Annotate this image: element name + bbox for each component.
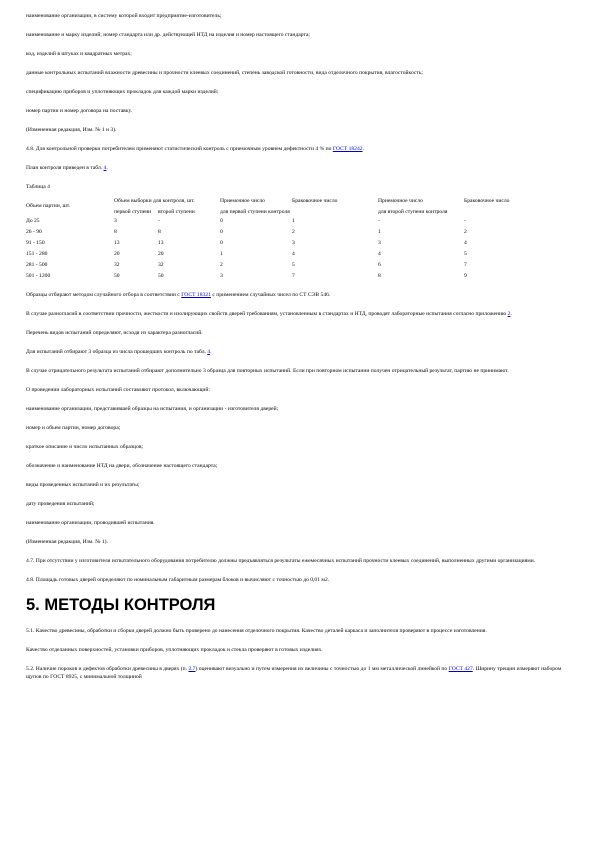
table-row xyxy=(26,250,572,261)
table-cell: 9 xyxy=(464,273,467,279)
paragraph-5-1: 5.1. Качество древесины, обработки и сборки дверей должно быть проверено до нанесения отделочного покрытия. Качество деталей каркаса и заполнителя проверяют в процессе изготовления. xyxy=(26,628,487,634)
table-cell: - xyxy=(378,218,380,224)
text-span: Для испытаний отбирают 3 образца из числа прошедших контроль по табл. xyxy=(26,349,208,355)
gost-18242-link[interactable]: ГОСТ 18242 xyxy=(332,146,363,152)
table-cell: 32 xyxy=(158,262,164,268)
list-item: краткое описание и число испытанных образцов; xyxy=(26,444,144,450)
table-cell: 151 - 280 xyxy=(26,251,48,257)
text-span: Образцы отбирают методом случайного отбора в соответствии с xyxy=(26,292,182,298)
list-item: наименование организации, представившей образцы на испытания, и организации - изготовителя дверей; xyxy=(26,406,279,412)
table-cell: 501 - 1200 xyxy=(26,273,51,279)
list-item: данные контрольных испытаний влажности древесины и прочности клеевых соединений, степень заводской готовности, вида отделочного покрытия, влагостойкость; xyxy=(26,70,423,76)
text-span: ) оценивают визуально и путем измерения их величины с точностью до 1 мм металлической линейкой по xyxy=(195,666,449,672)
table-4-link[interactable]: 4 xyxy=(207,349,211,355)
list-item: дату проведения испытаний; xyxy=(26,501,95,507)
paragraph-4-7: 4.7. При отсутствии у изготовителя испытательного оборудования потребителю должны предъявляться результаты ежемесячных испытаний прочности клеевых соединений, выполненных другими организациями. xyxy=(26,558,536,564)
table-cell: 3 xyxy=(114,218,117,224)
table-cell: 1 xyxy=(220,251,223,257)
header-accept-2: Приемочное число xyxy=(378,197,423,204)
header-reject-1: Браковочное число xyxy=(292,197,338,204)
table-cell: 2 xyxy=(464,229,467,235)
table-cell: 4 xyxy=(464,240,467,246)
table-cell: 0 xyxy=(220,218,223,224)
table-cell: 4 xyxy=(378,251,381,257)
header-span-second: для второй ступени контроля xyxy=(378,208,448,215)
amendment-note: (Измененная редакция, Изм. № 1 и 3). xyxy=(26,127,117,133)
table-cell: - xyxy=(158,218,160,224)
table-cell: 1 xyxy=(292,218,295,224)
table-cell: 32 xyxy=(114,262,120,268)
section-heading: 5. МЕТОДЫ КОНТРОЛЯ xyxy=(26,596,216,614)
table-cell: 3 xyxy=(378,240,381,246)
paragraph: Перечень видов испытаний определяют, исходя из характера разногласий. xyxy=(26,330,203,336)
list-item: обозначение и наименование НТД на двери, обозначение настоящего стандарта; xyxy=(26,463,218,469)
table-cell: 8 xyxy=(158,229,161,235)
amendment-note: (Измененная редакция, Изм. № 1). xyxy=(26,539,108,545)
paragraph: В случае отрицательного результата испытаний отбирают дополнительно 3 образца для повторных испытаний. Если при повторном испытании получен отрицательный результат, партию не принимают. xyxy=(26,368,509,374)
table-cell: - xyxy=(464,218,466,224)
table-cell: 4 xyxy=(292,251,295,257)
table-row xyxy=(26,261,572,272)
paragraph: Качество отделанных поверхностей, установки приборов, уплотняющих прокладок и стекла проверяют в готовых изделиях. xyxy=(26,647,323,653)
text-span: . xyxy=(362,146,364,152)
text-span: План контроля приведен в табл. xyxy=(26,165,104,171)
text-span: 4.8. Для контрольной проверки потребителем применяют статистический контроль с приемочным уровнем дефектности 4 % по xyxy=(26,146,333,152)
table-cell: 6 xyxy=(378,262,381,268)
paragraph: О проведении лабораторных испытаний составляют протокол, включающий: xyxy=(26,387,210,393)
appendix-2-link[interactable]: 2 xyxy=(507,311,511,317)
table-cell: 1 xyxy=(378,229,381,235)
list-item: наименование и марку изделий, номер стандарта или др. действующей НТД на изделия и номер настоящего стандарта; xyxy=(26,32,310,38)
list-item: виды проведенных испытаний и их результаты; xyxy=(26,482,140,488)
sampling-table xyxy=(26,195,572,283)
table-cell: 5 xyxy=(464,251,467,257)
header-reject-2: Браковочное число xyxy=(464,197,510,204)
gost-427-link[interactable]: ГОСТ 427 xyxy=(448,666,473,672)
table-cell: 8 xyxy=(114,229,117,235)
paragraph-5-2 xyxy=(26,665,572,681)
table-title: Таблица 4 xyxy=(26,184,50,190)
list-item: номер и объем партии, номер договора; xyxy=(26,425,121,431)
text-span: . Ширину трещин измеряют набором щупов по ГОСТ 8925, с минимальной толщиной xyxy=(26,666,562,680)
plan-paragraph xyxy=(26,164,572,172)
text-span: с применением случайных чисел по СТ СЭВ 546. xyxy=(210,292,331,298)
table-cell: 7 xyxy=(464,262,467,268)
table-cell: 50 xyxy=(114,273,120,279)
table-cell: 3 xyxy=(292,240,295,246)
table-cell: 26 - 90 xyxy=(26,229,42,235)
list-item: номер партии и номер договора на поставку. xyxy=(26,108,133,114)
table-cell: 20 xyxy=(158,251,164,257)
table-cell: 8 xyxy=(378,273,381,279)
list-item: код, изделий в штуках и квадратных метрах; xyxy=(26,51,132,57)
header-accept-1: Приемочное число xyxy=(220,197,265,204)
paragraph-4-8 xyxy=(26,145,572,153)
table-row xyxy=(26,217,572,228)
table-cell: 3 xyxy=(220,273,223,279)
table-cell: 50 xyxy=(158,273,164,279)
table-cell: 0 xyxy=(220,240,223,246)
table-row xyxy=(26,228,572,239)
table-body xyxy=(26,217,572,283)
text-span: В случае разногласий в соответствии прочности, жесткости и изолирующих свойств дверей требованиям, установленным в стандартах и НТД, проводят лабораторные испытания согласно приложению xyxy=(26,311,508,317)
header-lot: Объем партии, шт. xyxy=(26,203,71,209)
table-cell: 7 xyxy=(292,273,295,279)
table-4-link[interactable]: 4 xyxy=(103,165,107,171)
discrepancy-paragraph xyxy=(26,310,572,318)
text-span: 5.2. Наличие пороков и дефектов обработки древесины в дверях (п. xyxy=(26,666,189,672)
clause-2-7-link[interactable]: 2.7 xyxy=(188,666,196,672)
table-cell: 13 xyxy=(114,240,120,246)
table-cell: До 25 xyxy=(26,218,40,224)
list-item: наименование организации, в систему которой входит предприятие-изготовитель; xyxy=(26,13,222,19)
table-row xyxy=(26,272,572,283)
samples-paragraph xyxy=(26,291,572,299)
table-cell: 91 - 150 xyxy=(26,240,45,246)
table-cell: 5 xyxy=(292,262,295,268)
header-first-stage: первой ступени xyxy=(114,208,152,215)
header-span-first: для первой ступени контроля xyxy=(220,208,290,215)
gost-18321-link[interactable]: ГОСТ 18321 xyxy=(181,292,211,298)
text-span: . xyxy=(210,349,212,355)
table-row xyxy=(26,239,572,250)
table-cell: 0 xyxy=(220,229,223,235)
table-cell: 2 xyxy=(292,229,295,235)
paragraph-4-8-area: 4.8. Площадь готовых дверей определяют по номинальным габаритным размерам блоков и вычисляют с точностью до 0,01 м2. xyxy=(26,577,330,583)
list-item: наименование организации, проводившей испытания. xyxy=(26,520,155,526)
table-cell: 13 xyxy=(158,240,164,246)
header-second-stage: второй ступени xyxy=(158,208,195,215)
table-cell: 2 xyxy=(220,262,223,268)
list-item: спецификацию приборов и уплотняющих прокладок для каждой марки изделий; xyxy=(26,89,219,95)
document-page xyxy=(26,12,572,685)
test-selection-paragraph xyxy=(26,348,572,356)
text-span: . xyxy=(510,311,512,317)
table-cell: 20 xyxy=(114,251,120,257)
table-cell: 281 - 500 xyxy=(26,262,48,268)
text-span: . xyxy=(106,165,108,171)
header-sample: Объем выборки для контроля, шт. xyxy=(114,197,195,204)
